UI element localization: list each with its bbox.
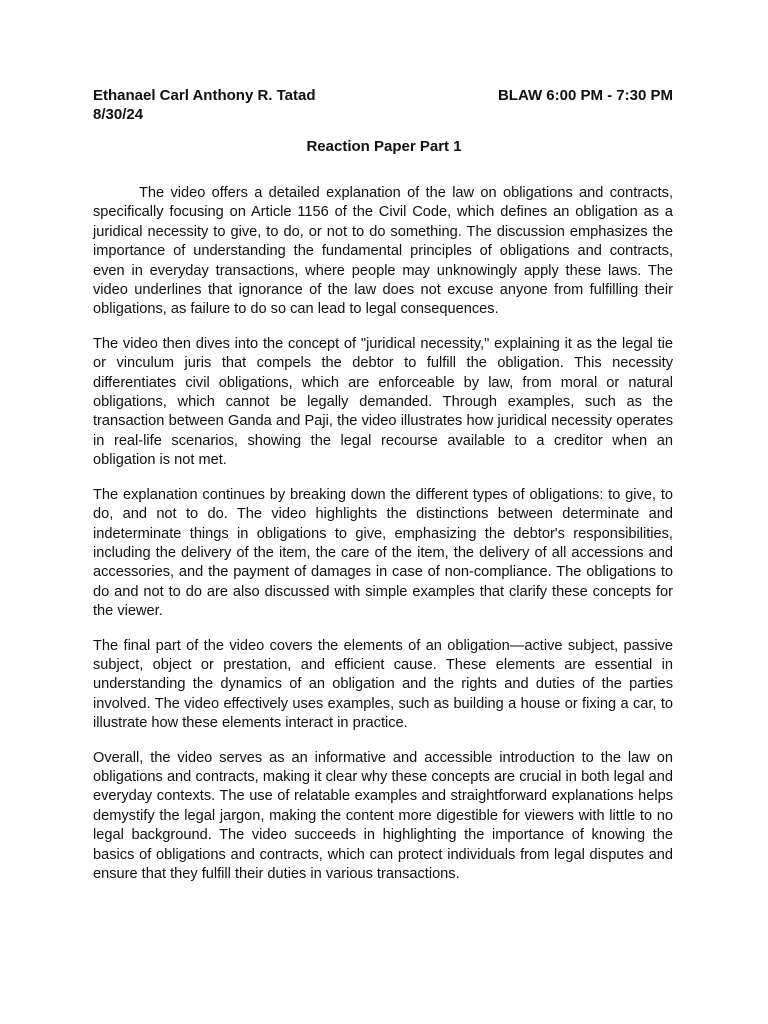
document-header	[93, 86, 673, 124]
paragraph-conclusion: Overall, the video serves as an informative and accessible introduction to the law on obligations and contracts, making it clear why these concepts are crucial in both legal and everyday contexts. The use of relatable examples and straightforward explanations helps demystify the legal jargon, making the content more digestible for viewers with little to no legal background. The video succeeds in highlighting the importance of knowing the basics of obligations and contracts, which can protect individuals from legal disputes and ensure that they fulfill their duties in various transactions.	[93, 749, 673, 882]
paragraph-introduction: The video offers a detailed explanation of the law on obligations and contracts, specifically focusing on Article 1156 of the Civil Code, which defines an obligation as a juridical necessity to give, to do, or not to do something. The discussion emphasizes the importance of understanding the fundamental principles of obligations and contracts, even in everyday transactions, where people may unknowingly apply these laws. The video underlines that ignorance of the law does not excuse anyone from fulfilling their obligations, as failure to do so can lead to legal consequences.	[93, 185, 673, 318]
header-row	[93, 86, 673, 105]
document-body	[93, 184, 673, 899]
author-name: Ethanael Carl Anthony R. Tatad	[93, 87, 316, 104]
paragraph-types-of-obligations: The explanation continues by breaking down the different types of obligations: to give, to do, and not to do. The video highlights the distinctions between determinate and indeterminate things in obligations to give, emphasizing the debtor's responsibilities, including the delivery of the item, the care of the item, the delivery of all accessions and accessories, and the payment of damages in case of non-compliance. The obligations to do and not to do are also discussed with simple examples that clarify these concepts for the viewer.	[93, 486, 673, 620]
course-schedule: BLAW 6:00 PM - 7:30 PM	[497, 87, 673, 104]
paragraph-elements: The final part of the video covers the elements of an obligation—active subject, passive subject, object or prestation, and efficient cause. These elements are essential in understanding the dynamics of an obligation and the rights and duties of the parties involved. The video effectively uses examples, such as building a house or fixing a car, to illustrate how these elements interact in practice.	[93, 637, 673, 732]
page-title: Reaction Paper Part 1	[306, 138, 462, 155]
document-date: 8/30/24	[93, 106, 144, 123]
paragraph-juridical-necessity: The video then dives into the concept of "juridical necessity," explaining it as the legal tie or vinculum juris that compels the debtor to fulfill the obligation. This necessity differentiates civil obligations, which are enforceable by law, from moral or natural obligations, which cannot be legally demanded. Through examples, such as the transaction between Ganda and Paji, the video illustrates how juridical necessity operates in real-life scenarios, showing the legal recourse available to a creditor when an obligation is not met.	[93, 335, 673, 469]
